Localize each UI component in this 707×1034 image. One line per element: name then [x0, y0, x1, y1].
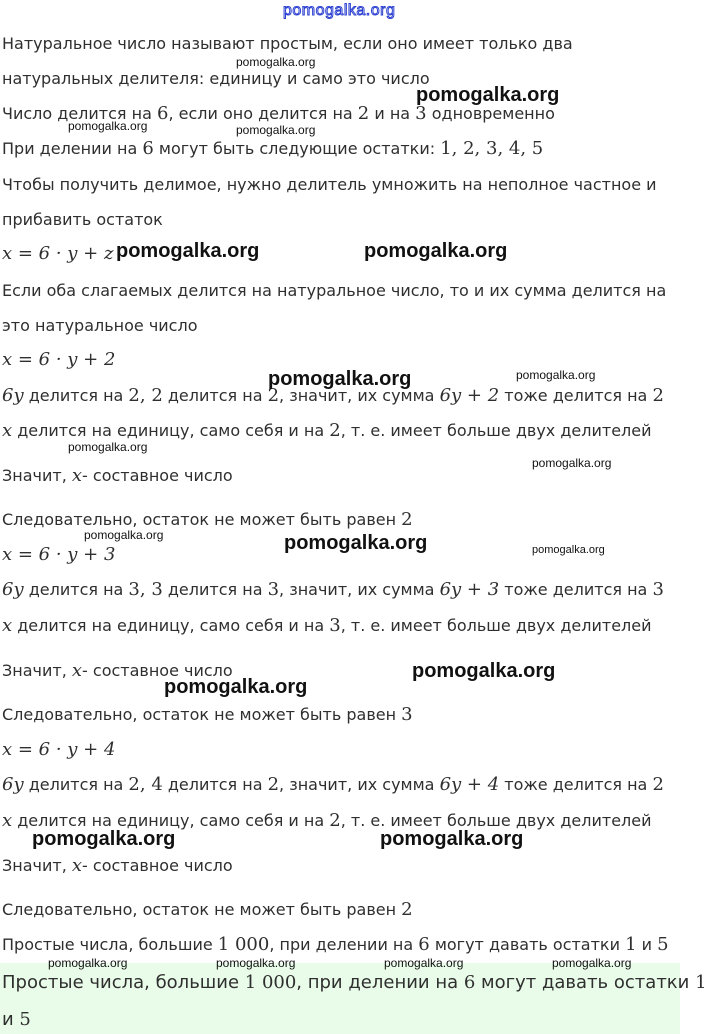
- watermark: pomogalka.org: [32, 828, 176, 850]
- math: 2: [267, 774, 280, 795]
- math: 1: [695, 972, 707, 993]
- math: 5: [19, 1009, 31, 1030]
- math: 2: [329, 810, 341, 831]
- answer-line-1: [2, 972, 707, 994]
- watermark: pomogalka.org: [68, 440, 148, 454]
- watermark: pomogalka.org: [236, 123, 316, 137]
- text: могут давать остатки: [429, 935, 626, 954]
- text: , т. е. имеет больше двух делителей: [340, 616, 652, 635]
- math: 6: [418, 934, 430, 955]
- text: , значит, их сумма: [279, 386, 440, 405]
- math: 3: [415, 103, 427, 124]
- text-line-5: Чтобы получить делимое, нужно делитель умножить на неполное частное и: [2, 175, 657, 194]
- text: - составное число: [82, 856, 233, 875]
- watermark: pomogalka.org: [84, 528, 164, 542]
- text: Число делится на: [2, 104, 157, 123]
- text: делится на: [23, 580, 129, 599]
- text: При делении на: [2, 139, 143, 158]
- text: Следовательно, остаток не может быть равен: [2, 510, 402, 529]
- text: делится на единицу, само себя и на: [12, 616, 330, 635]
- text: , т. е. имеет больше двух делителей: [340, 811, 652, 830]
- formula-line: x = 6 · y + 2: [2, 349, 116, 370]
- text-line-6: прибавить остаток: [2, 210, 163, 229]
- math: x: [2, 615, 13, 636]
- math: x: [71, 660, 83, 681]
- text: , значит, их сумма: [279, 580, 440, 599]
- math: 3: [329, 615, 341, 636]
- math: 1 000: [217, 934, 270, 955]
- watermark: pomogalka.org: [284, 532, 428, 554]
- text: делится на: [162, 386, 268, 405]
- math: 6y: [2, 579, 24, 600]
- text: делится на: [162, 775, 268, 794]
- formula-line: x = 6 · y + 3: [2, 544, 116, 565]
- watermark: pomogalka.org: [380, 828, 524, 850]
- watermark: pomogalka.org: [552, 956, 632, 970]
- text: тоже делится на: [499, 580, 653, 599]
- text: , при делении на: [296, 972, 464, 993]
- text-line-12: [2, 421, 652, 441]
- watermark: pomogalka.org: [516, 368, 596, 382]
- text-line-14: [2, 510, 413, 530]
- watermark: pomogalka.org: [532, 456, 612, 470]
- text-line-4: [2, 139, 543, 159]
- math: 2: [357, 103, 370, 124]
- text: , при делении на: [269, 935, 419, 954]
- watermark: pomogalka.org: [268, 368, 412, 390]
- math: 2: [401, 509, 413, 530]
- watermark: pomogalka.org: [412, 660, 556, 682]
- text: , значит, их сумма: [279, 775, 440, 794]
- text: Значит,: [2, 466, 72, 485]
- math: 6y: [2, 385, 24, 406]
- formula-line: x = 6 · y + 4: [2, 739, 116, 760]
- math: x: [71, 855, 83, 876]
- text-line-25: [2, 935, 669, 955]
- math: 3, 3: [128, 579, 163, 600]
- math: 2: [652, 385, 664, 406]
- text: делится на единицу, само себя и на: [12, 811, 330, 830]
- watermark: pomogalka.org: [384, 956, 464, 970]
- text: Следовательно, остаток не может быть равен: [2, 900, 402, 919]
- text: , т. е. имеет больше двух делителей: [340, 421, 652, 440]
- math: 1, 2, 3, 4, 5: [440, 138, 544, 159]
- text: тоже делится на: [499, 386, 653, 405]
- text-line-17: [2, 616, 652, 636]
- math: x: [71, 465, 83, 486]
- text: делится на: [162, 580, 268, 599]
- text: и на: [369, 104, 416, 123]
- text: Значит,: [2, 856, 72, 875]
- math: 6: [463, 972, 476, 993]
- text: Следовательно, остаток не может быть равен: [2, 705, 402, 724]
- math: 3: [401, 704, 413, 725]
- math: 3: [267, 579, 280, 600]
- watermark: pomogalka.org: [532, 544, 605, 556]
- math: 6: [156, 103, 169, 124]
- watermark: pomogalka.org: [164, 676, 308, 698]
- text-line-21: [2, 775, 664, 795]
- site-watermark-top: pomogalka.org: [283, 2, 396, 19]
- math: 6y + 2: [439, 385, 500, 406]
- math: 2: [401, 899, 413, 920]
- answer-box: [0, 963, 707, 1034]
- math: 6y + 3: [439, 579, 500, 600]
- math: 1 000: [244, 972, 297, 993]
- text-line-9: это натуральное число: [2, 316, 198, 335]
- watermark: pomogalka.org: [416, 84, 560, 106]
- math: 6y: [2, 774, 24, 795]
- math: 2: [329, 420, 341, 441]
- math: 6y + 4: [439, 774, 500, 795]
- watermark: pomogalka.org: [364, 240, 508, 262]
- text-line-16: [2, 580, 664, 600]
- text: тоже делится на: [499, 775, 653, 794]
- math: 2, 2: [128, 385, 163, 406]
- watermark: pomogalka.org: [116, 240, 260, 262]
- watermark: pomogalka.org: [48, 956, 128, 970]
- math: 1: [625, 934, 637, 955]
- text: Значит,: [2, 661, 72, 680]
- math: x: [2, 420, 13, 441]
- math: 5: [657, 934, 669, 955]
- text: и: [636, 935, 658, 954]
- watermark: pomogalka.org: [216, 956, 296, 970]
- math: 2: [267, 385, 280, 406]
- watermark: pomogalka.org: [236, 55, 316, 69]
- text-line-23: [2, 856, 233, 876]
- text-line-24: [2, 900, 413, 920]
- math: 2: [652, 774, 664, 795]
- text: - составное число: [82, 466, 233, 485]
- text: Простые числа, большие: [2, 972, 245, 993]
- text: могут быть следующие остатки:: [153, 139, 441, 158]
- text-line-19: [2, 705, 413, 725]
- text: и: [2, 1009, 20, 1030]
- text: Простые числа, большие: [2, 935, 218, 954]
- text-line-13: [2, 466, 233, 486]
- text-line-1: Натуральное число называют простым, если оно имеет только два: [2, 34, 573, 53]
- text: одновременно: [426, 104, 555, 123]
- text: - составное число: [82, 661, 233, 680]
- math: 2, 4: [128, 774, 163, 795]
- answer-line-2: [2, 1009, 31, 1031]
- math: 6: [142, 138, 154, 159]
- formula-line: x = 6 · y + z: [2, 243, 114, 264]
- text-line-8: Если оба слагаемых делится на натуральное число, то и их сумма делится на: [2, 281, 667, 300]
- math: x: [2, 810, 13, 831]
- text: делится на: [23, 775, 129, 794]
- text-line-2: натуральных делителя: единицу и само это число: [2, 69, 430, 88]
- text: , если оно делится на: [168, 104, 358, 123]
- text: делится на единицу, само себя и на: [12, 421, 330, 440]
- text: могут давать остатки: [475, 972, 696, 993]
- text: делится на: [23, 386, 129, 405]
- math: 3: [652, 579, 664, 600]
- watermark: pomogalka.org: [68, 119, 148, 133]
